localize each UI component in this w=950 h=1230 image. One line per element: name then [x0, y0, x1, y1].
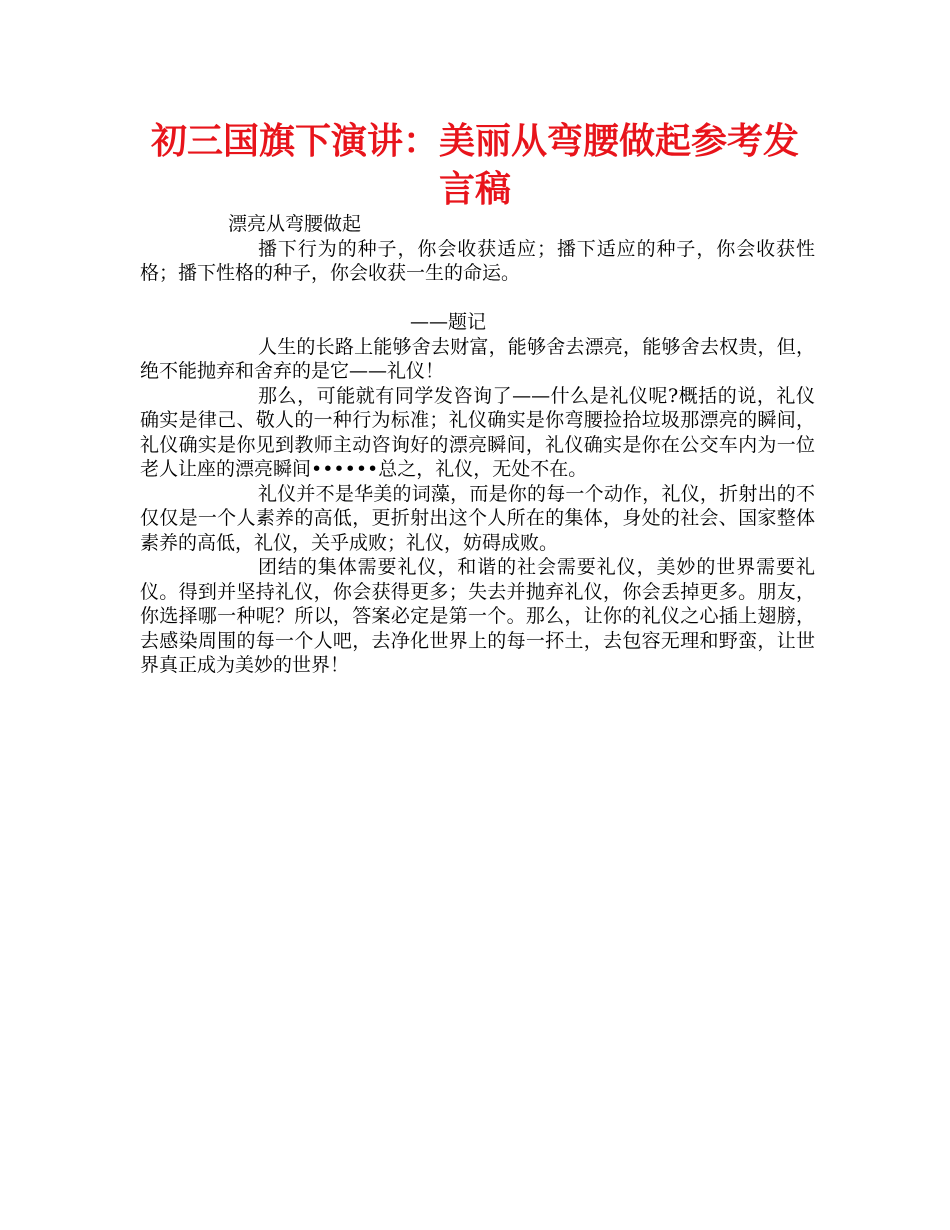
epigraph: 播下行为的种子，你会收获适应；播下适应的种子，你会收获性格；播下性格的种子，你会收获一生的命运。	[140, 237, 815, 284]
document-body	[140, 212, 815, 678]
paragraph-1: 人生的长路上能够舍去财富，能够舍去漂亮，能够舍去权贵，但，绝不能抛弃和舍弃的是它——礼仪！	[140, 335, 815, 382]
blank-line	[140, 286, 815, 311]
paragraph-2: 那么，可能就有同学发咨询了——什么是礼仪呢?概括的说，礼仪确实是律己、敬人的一种行为标准；礼仪确实是你弯腰捡拾垃圾那漂亮的瞬间，礼仪确实是你见到教师主动咨询好的漂亮瞬间，礼仪确实是你在公交车内为一位老人让座的漂亮瞬间••••••总之，礼仪，无处不在。	[140, 384, 815, 480]
paragraph-3: 礼仪并不是华美的词藻，而是你的每一个动作，礼仪，折射出的不仅仅是一个人素养的高低，更折射出这个人所在的集体，身处的社会、国家整体素养的高低，礼仪，关乎成败；礼仪，妨碍成败。	[140, 482, 815, 554]
epigraph-attribution: ——题记	[410, 311, 487, 333]
document-title: 初三国旗下演讲：美丽从弯腰做起参考发言稿	[150, 121, 799, 210]
speech-subtitle: 漂亮从弯腰做起	[228, 213, 362, 235]
paragraph-4: 团结的集体需要礼仪，和谐的社会需要礼仪，美妙的世界需要礼仪。得到并坚持礼仪，你会获得更多；失去并抛弃礼仪，你会丢掉更多。朋友，你选择哪一种呢？所以，答案必定是第一个。那么，让你的礼仪之心插上翅膀，去感染周围的每一个人吧，去净化世界上的每一抔土，去包容无理和野蛮，让世界真正成为美妙的世界！	[140, 556, 815, 676]
